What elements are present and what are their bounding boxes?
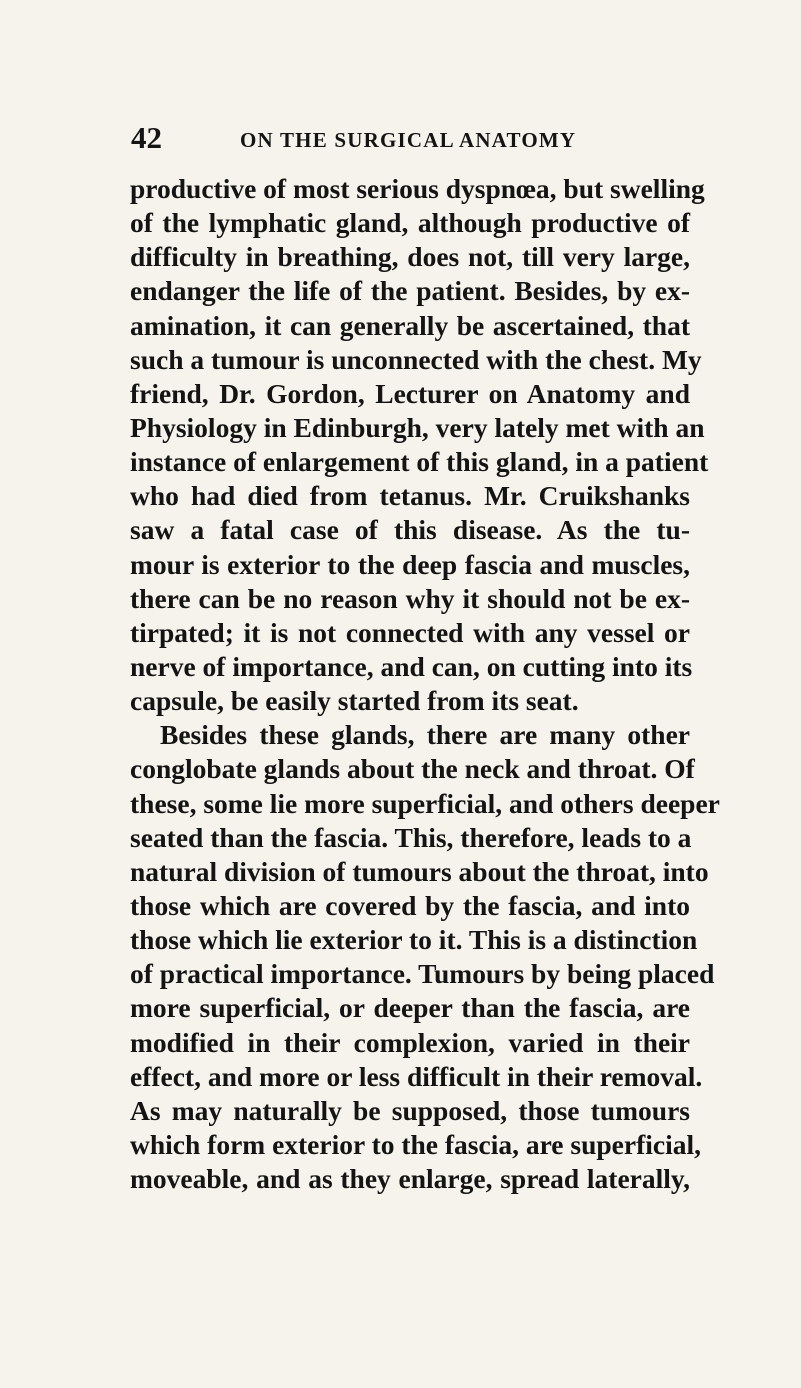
text-line: who had died from tetanus. Mr. Cruikshanks <box>130 480 690 512</box>
text-line: which form exterior to the fascia, are superficial, <box>130 1128 701 1160</box>
text-line: tirpated; it is not connected with any vessel or <box>130 616 690 648</box>
text-line: capsule, be easily started from its seat. <box>130 685 579 717</box>
text-line: effect, and more or less difficult in their removal. <box>130 1060 703 1092</box>
text-line: As may naturally be supposed, those tumours <box>130 1094 690 1126</box>
text-line: these, some lie more superficial, and others deeper <box>130 787 720 819</box>
text-line: conglobate glands about the neck and throat. Of <box>130 753 695 785</box>
body-text <box>130 172 720 1196</box>
text-line: more superficial, or deeper than the fascia, are <box>130 992 690 1024</box>
text-line: amination, it can generally be ascertained, that <box>130 309 690 341</box>
text-line: friend, Dr. Gordon, Lecturer on Anatomy and <box>130 377 690 409</box>
text-line: of the lymphatic gland, although productive of <box>130 207 690 239</box>
text-line: those which are covered by the fascia, and into <box>130 889 690 921</box>
text-line: saw a fatal case of this disease. As the tu- <box>130 514 690 546</box>
text-line: natural division of tumours about the throat, into <box>130 855 709 887</box>
running-title: ON THE SURGICAL ANATOMY <box>240 128 577 152</box>
text-line: such a tumour is unconnected with the chest. My <box>130 343 702 375</box>
text-line: mour is exterior to the deep fascia and muscles, <box>130 548 690 580</box>
page-header <box>0 118 801 158</box>
text-line: nerve of importance, and can, on cutting into its <box>130 650 693 682</box>
text-line: moveable, and as they enlarge, spread laterally, <box>130 1163 690 1195</box>
text-line: of practical importance. Tumours by being placed <box>130 958 715 990</box>
text-line: endanger the life of the patient. Besides, by ex- <box>130 275 690 307</box>
text-line: modified in their complexion, varied in their <box>130 1026 690 1058</box>
text-line: those which lie exterior to it. This is a distinction <box>130 924 698 956</box>
page-number: 42 <box>131 120 162 155</box>
text-line: Physiology in Edinburgh, very lately met with an <box>130 411 705 443</box>
text-line: productive of most serious dyspnœa, but swelling <box>130 173 705 204</box>
text-line: Besides these glands, there are many other <box>160 719 690 751</box>
text-line: there can be no reason why it should not be ex- <box>130 582 690 614</box>
text-line: instance of enlargement of this gland, in a patient <box>130 446 709 478</box>
text-line: difficulty in breathing, does not, till very large, <box>130 241 690 273</box>
text-line: seated than the fascia. This, therefore, leads to a <box>130 821 692 853</box>
